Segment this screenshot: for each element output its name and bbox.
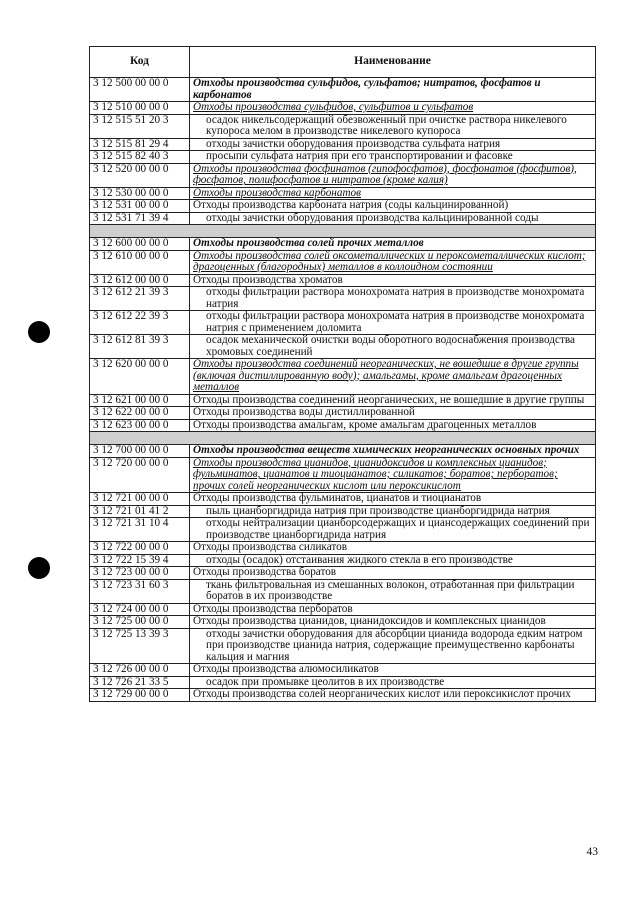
table-row xyxy=(90,493,596,506)
table-row xyxy=(90,274,596,287)
code-cell: 3 12 725 00 00 0 xyxy=(90,616,190,629)
code-cell: 3 12 721 00 00 0 xyxy=(90,493,190,506)
punch-hole-lower xyxy=(28,557,50,579)
code-cell: 3 12 722 15 39 4 xyxy=(90,554,190,567)
code-cell: 3 12 500 00 00 0 xyxy=(90,78,190,102)
code-cell: 3 12 723 00 00 0 xyxy=(90,567,190,580)
separator-cell xyxy=(190,225,596,238)
code-cell: 3 12 724 00 00 0 xyxy=(90,603,190,616)
code-cell: 3 12 531 71 39 4 xyxy=(90,212,190,225)
code-cell: 3 12 600 00 00 0 xyxy=(90,238,190,251)
waste-code-table xyxy=(89,46,596,702)
name-cell: Отходы производства фосфинатов (гипофосфатов), фосфонатов (фосфитов), фосфатов, полифосфатов и нитратов (кроме калия) xyxy=(190,163,596,187)
header-name: Наименование xyxy=(190,47,596,78)
name-cell: Отходы производства соединений неорганических, не вошедшие в другие группы (включая дистиллированную воду); амальгамы, кроме амальгам драгоценных металлов xyxy=(190,359,596,395)
name-cell: Отходы производства сульфидов, сульфитов и сульфатов xyxy=(190,102,596,115)
code-cell: 3 12 612 81 39 3 xyxy=(90,335,190,359)
code-cell: 3 12 510 00 00 0 xyxy=(90,102,190,115)
code-cell: 3 12 610 00 00 0 xyxy=(90,250,190,274)
punch-hole-upper xyxy=(28,321,50,343)
table-row xyxy=(90,114,596,138)
table-row xyxy=(90,335,596,359)
table-row xyxy=(90,603,596,616)
table-row xyxy=(90,554,596,567)
code-cell: 3 12 622 00 00 0 xyxy=(90,407,190,420)
name-cell: отходы зачистки оборудования производства кальцинированной соды xyxy=(190,212,596,225)
table-row xyxy=(90,664,596,677)
table-header xyxy=(90,47,596,78)
name-cell: Отходы производства цианидов, цианидоксидов и комплексных цианидов; фульминатов, цианатов и тиоцианатов; силикатов; боратов; перборатов; прочих солей неорганических кислот или пероксикислот xyxy=(190,457,596,493)
name-cell: осадок механической очистки воды оборотного водоснабжения производства хромовых соединений xyxy=(190,335,596,359)
code-cell: 3 12 725 13 39 3 xyxy=(90,628,190,664)
code-cell: 3 12 515 82 40 3 xyxy=(90,151,190,164)
name-cell: Отходы производства алюмосиликатов xyxy=(190,664,596,677)
table-row xyxy=(90,102,596,115)
code-cell: 3 12 623 00 00 0 xyxy=(90,419,190,432)
table-row xyxy=(90,138,596,151)
table-row xyxy=(90,616,596,629)
code-cell: 3 12 612 00 00 0 xyxy=(90,274,190,287)
name-cell: Отходы производства солей оксометаллических и пероксометаллических кислот; драгоценных (благородных) металлов в коллоидном состоянии xyxy=(190,250,596,274)
code-cell: 3 12 720 00 00 0 xyxy=(90,457,190,493)
code-cell: 3 12 726 21 33 5 xyxy=(90,676,190,689)
code-cell: 3 12 723 31 60 3 xyxy=(90,579,190,603)
name-cell: отходы нейтрализации цианборсодержащих и циансодержащих соединений при производстве цианборгидрида натрия xyxy=(190,518,596,542)
name-cell: Отходы производства веществ химических неорганических основных прочих xyxy=(190,445,596,458)
name-cell: осадок при промывке цеолитов в их производстве xyxy=(190,676,596,689)
name-cell: Отходы производства фульминатов, цианатов и тиоцианатов xyxy=(190,493,596,506)
name-cell: Отходы производства амальгам, кроме амальгам драгоценных металлов xyxy=(190,419,596,432)
name-cell: отходы (осадок) отстаивания жидкого стекла в его производстве xyxy=(190,554,596,567)
name-cell: отходы зачистки оборудования производства сульфата натрия xyxy=(190,138,596,151)
table-row xyxy=(90,187,596,200)
table-row xyxy=(90,567,596,580)
name-cell: Отходы производства солей прочих металлов xyxy=(190,238,596,251)
table-row xyxy=(90,78,596,102)
name-cell: Отходы производства силикатов xyxy=(190,542,596,555)
code-cell: 3 12 531 00 00 0 xyxy=(90,200,190,213)
code-cell: 3 12 612 22 39 3 xyxy=(90,311,190,335)
code-cell: 3 12 729 00 00 0 xyxy=(90,689,190,702)
table-row xyxy=(90,212,596,225)
code-cell: 3 12 515 81 29 4 xyxy=(90,138,190,151)
code-cell: 3 12 530 00 00 0 xyxy=(90,187,190,200)
table-row xyxy=(90,419,596,432)
name-cell: Отходы производства сульфидов, сульфатов; нитратов, фосфатов и карбонатов xyxy=(190,78,596,102)
name-cell: отходы фильтрации раствора монохромата натрия в производстве монохромата натрия с применением доломита xyxy=(190,311,596,335)
name-cell: ткань фильтровальная из смешанных волокон, отработанная при фильтрации боратов в их производстве xyxy=(190,579,596,603)
name-cell: Отходы производства хроматов xyxy=(190,274,596,287)
code-cell: 3 12 621 00 00 0 xyxy=(90,394,190,407)
name-cell: отходы фильтрации раствора монохромата натрия в производстве монохромата натрия xyxy=(190,287,596,311)
name-cell: Отходы производства карбоната натрия (соды кальцинированной) xyxy=(190,200,596,213)
section-separator xyxy=(90,432,596,445)
name-cell: осадок никельсодержащий обезвоженный при очистке раствора никелевого купороса мелом в производстве никелевого купороса xyxy=(190,114,596,138)
code-cell: 3 12 612 21 39 3 xyxy=(90,287,190,311)
table-row xyxy=(90,542,596,555)
table-row xyxy=(90,287,596,311)
section-separator xyxy=(90,225,596,238)
table-row xyxy=(90,457,596,493)
table-row xyxy=(90,505,596,518)
name-cell: Отходы производства соединений неорганических, не вошедшие в другие группы xyxy=(190,394,596,407)
table-row xyxy=(90,238,596,251)
table-row xyxy=(90,445,596,458)
table-body xyxy=(90,78,596,702)
separator-cell xyxy=(90,225,190,238)
name-cell: Отходы производства боратов xyxy=(190,567,596,580)
separator-cell xyxy=(90,432,190,445)
name-cell: Отходы производства воды дистиллированной xyxy=(190,407,596,420)
code-cell: 3 12 620 00 00 0 xyxy=(90,359,190,395)
table-row xyxy=(90,407,596,420)
code-cell: 3 12 722 00 00 0 xyxy=(90,542,190,555)
table-row xyxy=(90,394,596,407)
table-row xyxy=(90,579,596,603)
page-number: 43 xyxy=(586,846,598,858)
name-cell: пыль цианборгидрида натрия при производстве цианборгидрида натрия xyxy=(190,505,596,518)
separator-cell xyxy=(190,432,596,445)
code-cell: 3 12 721 01 41 2 xyxy=(90,505,190,518)
table-row xyxy=(90,689,596,702)
code-cell: 3 12 520 00 00 0 xyxy=(90,163,190,187)
table-row xyxy=(90,250,596,274)
table-row xyxy=(90,311,596,335)
code-cell: 3 12 726 00 00 0 xyxy=(90,664,190,677)
name-cell: Отходы производства перборатов xyxy=(190,603,596,616)
header-code: Код xyxy=(90,47,190,78)
code-cell: 3 12 515 51 20 3 xyxy=(90,114,190,138)
code-cell: 3 12 700 00 00 0 xyxy=(90,445,190,458)
table-row xyxy=(90,200,596,213)
table-row xyxy=(90,151,596,164)
name-cell: Отходы производства цианидов, цианидоксидов и комплексных цианидов xyxy=(190,616,596,629)
name-cell: Отходы производства карбонатов xyxy=(190,187,596,200)
name-cell: Отходы производства солей неорганических кислот или пероксикислот прочих xyxy=(190,689,596,702)
table-row xyxy=(90,518,596,542)
table-row xyxy=(90,628,596,664)
code-cell: 3 12 721 31 10 4 xyxy=(90,518,190,542)
table-row xyxy=(90,163,596,187)
name-cell: отходы зачистки оборудования для абсорбции цианида водорода едким натром при производстве цианида натрия, содержащие преимущественно карбонаты кальция и магния xyxy=(190,628,596,664)
table-row xyxy=(90,359,596,395)
table-row xyxy=(90,676,596,689)
name-cell: просыпи сульфата натрия при его транспортировании и фасовке xyxy=(190,151,596,164)
